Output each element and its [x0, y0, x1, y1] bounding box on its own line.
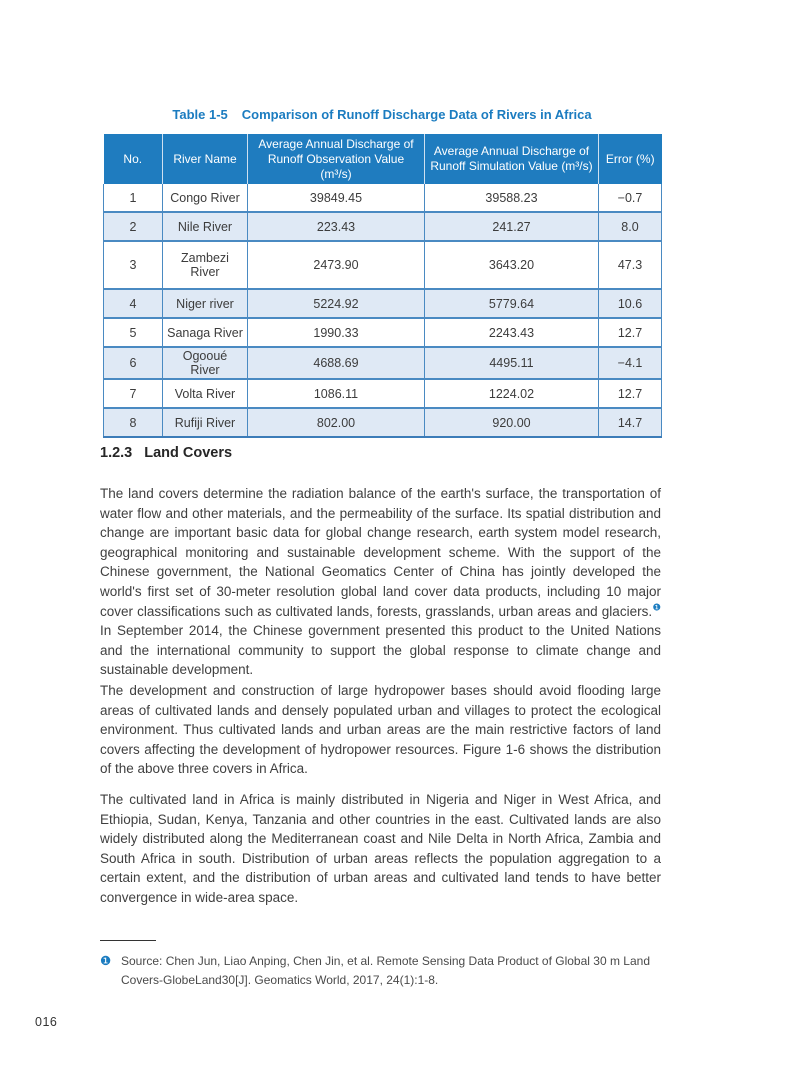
cell-no: 4: [104, 289, 163, 318]
cell-observation: 1086.11: [248, 379, 425, 408]
table-row: [104, 212, 662, 241]
table-row: [104, 408, 662, 437]
cell-observation: 802.00: [248, 408, 425, 437]
cell-observation: 5224.92: [248, 289, 425, 318]
cell-no: 2: [104, 212, 163, 241]
paragraph-distribution: The cultivated land in Africa is mainly distributed in Nigeria and Niger in West Africa, and Ethiopia, Sudan, Kenya, Tanzania and other countries in the east. Cultivated lands are also widely distributed along the Mediterranean coast and Nile Delta in North Africa, Zambia and South Africa in south. Distribution of urban areas reflects the population aggregation to a certain extent, and the distribution of urban areas and cultivated land tends to have better convergence in wide-area space.: [100, 792, 661, 905]
cell-river-name: Nile River: [163, 212, 248, 241]
table-caption-text: Comparison of Runoff Discharge Data of Rivers in Africa: [241, 107, 592, 122]
cell-observation: 1990.33: [248, 318, 425, 347]
cell-observation: 223.43: [248, 212, 425, 241]
cell-error: −0.7: [599, 184, 662, 212]
col-header-simulation: Average Annual Discharge of Runoff Simulation Value (m³/s): [425, 134, 599, 184]
cell-simulation: 1224.02: [425, 379, 599, 408]
table-caption-label: Table 1-5: [172, 107, 228, 122]
col-header-error: Error (%): [599, 134, 662, 184]
cell-error: 12.7: [599, 379, 662, 408]
section-heading: [100, 445, 661, 461]
col-header-no: No.: [104, 134, 163, 184]
runoff-table-container: [103, 134, 661, 438]
footnote-divider: [100, 940, 156, 941]
col-header-observation: Average Annual Discharge of Runoff Observation Value (m³/s): [248, 134, 425, 184]
cell-river-name: Congo River: [163, 184, 248, 212]
cell-river-name: Niger river: [163, 289, 248, 318]
cell-no: 3: [104, 241, 163, 289]
cell-no: 5: [104, 318, 163, 347]
cell-error: 47.3: [599, 241, 662, 289]
table-row: [104, 318, 662, 347]
footnote-reference-marker: ❶: [652, 602, 661, 614]
cell-river-name: Ogooué River: [163, 347, 248, 379]
paragraph-text: The land covers determine the radiation balance of the earth's surface, the transportation of water flow and other materials, and the permeability of the surface. Its spatial distribution and change are important basic data for global change research, earth system model research, geographical monitoring and sustainable development scheme. With the support of the Chinese government, the National Geomatics Center of China has jointly developed the world's first set of 30-meter resolution global land cover data products, including 10 major cover classifications such as cultivated lands, forests, grasslands, urban areas and glaciers.: [100, 486, 661, 619]
cell-river-name: Rufiji River: [163, 408, 248, 437]
cell-no: 1: [104, 184, 163, 212]
cell-error: 12.7: [599, 318, 662, 347]
section-number: 1.2.3: [100, 445, 133, 461]
section-title: Land Covers: [144, 445, 233, 461]
cell-error: 10.6: [599, 289, 662, 318]
cell-simulation: 920.00: [425, 408, 599, 437]
cell-observation: 4688.69: [248, 347, 425, 379]
cell-simulation: 39588.23: [425, 184, 599, 212]
cell-river-name: Volta River: [163, 379, 248, 408]
cell-river-name: Zambezi River: [163, 241, 248, 289]
paragraph-hydropower: The development and construction of large hydropower bases should avoid flooding large areas of cultivated lands and densely populated urban and villages to protect the ecological environment. Thus cultivated lands and urban areas are the main restrictive factors of land covers affecting the development of hydropower resources. Figure 1-6 shows the distribution of the above three covers in Africa.: [100, 683, 661, 777]
cell-error: −4.1: [599, 347, 662, 379]
cell-error: 8.0: [599, 212, 662, 241]
cell-river-name: Sanaga River: [163, 318, 248, 347]
cell-simulation: 241.27: [425, 212, 599, 241]
table-row: [104, 289, 662, 318]
col-header-river-name: River Name: [163, 134, 248, 184]
cell-simulation: 4495.11: [425, 347, 599, 379]
table-row: [104, 347, 662, 379]
cell-no: 8: [104, 408, 163, 437]
cell-no: 6: [104, 347, 163, 379]
table-caption: [103, 107, 661, 122]
cell-no: 7: [104, 379, 163, 408]
cell-observation: 39849.45: [248, 184, 425, 212]
table-header-row: [104, 134, 662, 184]
page-number: 016: [35, 1015, 58, 1029]
table-row: [104, 379, 662, 408]
paragraph-land-covers: [100, 484, 661, 680]
table-row: [104, 241, 662, 289]
footnote: [100, 952, 665, 990]
footnote-text: Source: Chen Jun, Liao Anping, Chen Jin, et al. Remote Sensing Data Product of Global 30 m Land Covers-GlobeLand30[J]. Geomatics World, 2017, 24(1):1-8.: [121, 954, 650, 987]
footnote-number-icon: ❶: [100, 954, 112, 968]
table-row: [104, 184, 662, 212]
cell-observation: 2473.90: [248, 241, 425, 289]
cell-error: 14.7: [599, 408, 662, 437]
cell-simulation: 5779.64: [425, 289, 599, 318]
runoff-comparison-table: [103, 134, 662, 438]
paragraph-text: In September 2014, the Chinese government presented this product to the United Nations and the international community to support the global response to climate change and sustainable development.: [100, 623, 661, 678]
cell-simulation: 2243.43: [425, 318, 599, 347]
cell-simulation: 3643.20: [425, 241, 599, 289]
